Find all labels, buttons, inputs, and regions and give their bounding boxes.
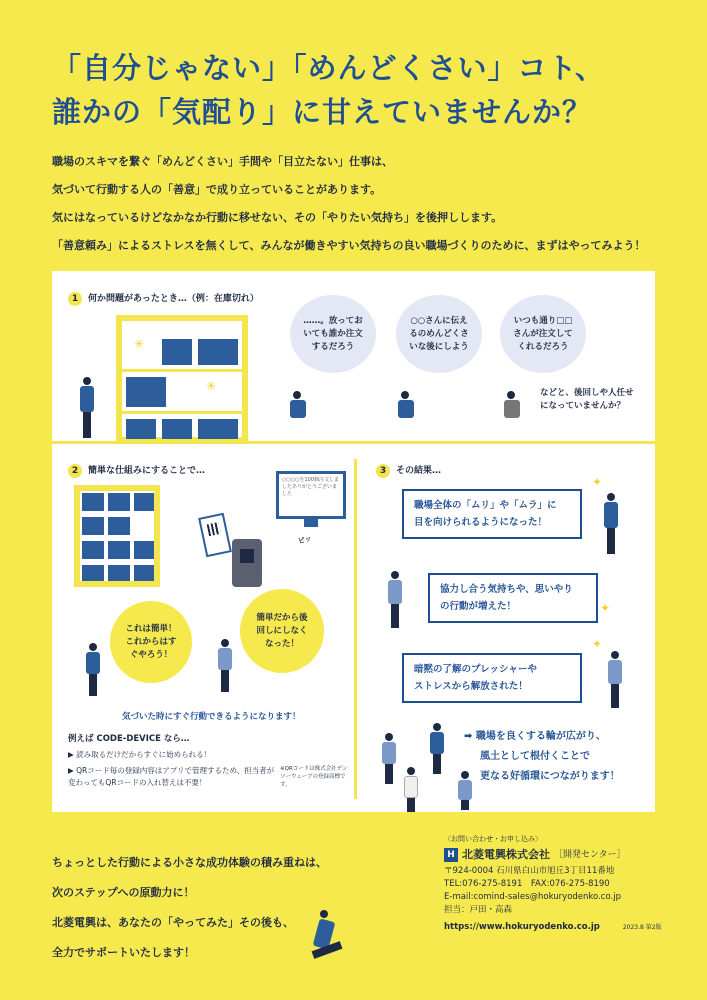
stock-box: [82, 517, 104, 535]
stock-box: [82, 493, 104, 511]
section-3-number: 3: [376, 464, 390, 478]
intro-line: 気づいて行動する人の「善意」で成り立っていることがあります。: [52, 183, 382, 196]
footer-line: 全力でサポートいたします！: [52, 946, 195, 959]
result-text: の行動が増えた！: [440, 601, 517, 612]
sparkle-icon: ✦: [600, 601, 611, 615]
result-box: [428, 573, 598, 623]
stock-box: [108, 541, 130, 559]
bullet-text: QRコード毎の登録内容はアプリで管理するため、担当者が変わってもQRコードの入れ替えは不要！: [68, 766, 275, 787]
sparkle-icon: ✦: [592, 637, 603, 651]
stock-box: [198, 419, 238, 439]
thought-text: ○○さんに伝えるのめんどくさいな後にしよう: [409, 315, 469, 352]
code-device-illustration: [232, 539, 262, 587]
section-2-title: [68, 463, 205, 478]
result-text: 職場全体の「ムリ」や「ムラ」に: [414, 500, 557, 511]
intro-line: 気にはなっているけどなかなか行動に移せない、その「やりたい気持ち」を後押しします。: [52, 211, 503, 224]
speech-bubble: [110, 601, 192, 683]
result-box: [402, 489, 582, 539]
company-logo-icon: H: [444, 848, 458, 862]
phone-fax: TEL:076-275-8191 FAX:076-275-8190: [444, 879, 610, 889]
contact-label: 〈お問い合わせ・お申し込み〉: [444, 835, 542, 843]
section-1-number: 1: [68, 292, 82, 306]
email[interactable]: E-mail:comind-sales@hokuryodenko.co.jp: [444, 892, 621, 902]
result-text: 協力し合う気持ちや、思いやり: [440, 584, 573, 595]
headline-line-2: 誰かの「気配り」に甘えていませんか？: [52, 95, 593, 129]
section-1-title: [68, 291, 259, 306]
result-text: 目を向けられるようになった！: [414, 517, 548, 528]
address: 〒924-0004 石川県白山市旭丘3丁目11番地: [444, 866, 615, 876]
footer-line: 北菱電興は、あなたの「やってみた」その後も、: [52, 916, 294, 929]
contact-person: 担当：戸田・高森: [444, 905, 513, 915]
result-box: [402, 653, 582, 703]
thought-cloud: [500, 295, 586, 373]
shelf-board: [122, 411, 242, 414]
section-2-title-text: 簡単な仕組みにすることで…: [88, 466, 206, 476]
section-1-caption: などと、後回しや人任せになっていませんか？: [540, 388, 634, 411]
thought-text: いつも通り□□さんが注文してくれるだろう: [513, 315, 573, 352]
bubble-text: これは簡単！これからはすぐやろう！: [125, 623, 177, 660]
sound-effect: ピッ: [297, 534, 313, 546]
headline: [52, 46, 672, 134]
intro-line: 「善意頼み」によるストレスを無くして、みんなが働きやすい気持ちの良い職場づくりのために、まずはやってみよう！: [52, 239, 646, 252]
conclusion-line: 更なる好循環につながります！: [480, 771, 620, 782]
content-panel: [52, 271, 655, 812]
contact-info: [444, 833, 674, 935]
footer-message: [52, 848, 327, 968]
stock-box: [108, 517, 130, 535]
trademark-note: ※QRコードは株式会社デンソーウェーブの登録商標です。: [280, 766, 348, 788]
footer-line: ちょっとした行動による小さな成功体験の積み重ねは、: [52, 856, 327, 869]
bullet-text: 読み取るだけだからすぐに始められる！: [76, 750, 212, 759]
example-title: 例えば CODE-DEVICE なら…: [68, 734, 190, 744]
monitor-text: ○○○○を100個注文しましたありがとうございました: [282, 477, 339, 497]
stock-box: [162, 339, 192, 365]
edition-label: 2023.8 第2版: [622, 924, 662, 931]
bubble-text: 簡単だから後回しにしなくなった！: [256, 612, 308, 649]
conclusion-text: [464, 727, 620, 787]
section-3-title: [376, 463, 441, 478]
company-name: [444, 845, 674, 865]
stock-box: [108, 565, 130, 581]
section-divider: [52, 441, 655, 444]
company-name-text: 北菱電興株式会社: [462, 848, 550, 861]
department: ［開発センター］: [554, 850, 626, 860]
stock-box: [82, 541, 104, 559]
section-3-title-text: その結果…: [396, 466, 442, 476]
empty-slot-icon: ✳: [134, 337, 145, 351]
stock-box: [126, 377, 166, 407]
stock-box: [162, 419, 192, 439]
conclusion-text-line: 職場を良くする輪が広がり、: [475, 731, 606, 742]
section-divider: [354, 459, 357, 799]
thought-text: ……。放っておいても誰か注文するだろう: [303, 315, 363, 352]
stock-box: [134, 493, 154, 511]
stock-box: [82, 565, 104, 581]
empty-slot-icon: ✳: [206, 379, 217, 393]
conclusion-line: 風土として根付くことで: [480, 751, 590, 762]
bullet-item: ▶ QRコード毎の登録内容はアプリで管理するため、担当者が変わってもQRコードの入れ替えは不要！: [68, 766, 275, 787]
monitor-illustration: [276, 471, 346, 519]
result-text: ストレスから解放された！: [414, 681, 528, 692]
intro-line: 職場のスキマを繋ぐ「めんどくさい」手間や「目立たない」仕事は、: [52, 155, 393, 168]
thought-cloud: [290, 295, 376, 373]
section-1-title-text: 何か問題があったとき…（例：在庫切れ）: [88, 294, 259, 304]
bullet-item: ▶ 読み取るだけだからすぐに始められる！: [68, 750, 212, 759]
website-url-row: [444, 920, 674, 935]
monitor-stand: [304, 519, 318, 527]
headline-line-1: 「自分じゃない」「めんどくさい」コト、: [52, 51, 605, 85]
result-text: 暗黙の了解のプレッシャーや: [414, 664, 537, 675]
qr-code-icon: [198, 513, 232, 558]
intro-text: [52, 148, 672, 260]
section-2-tagline: 気づいた時にすぐ行動できるようになります！: [122, 712, 301, 722]
section-2-number: 2: [68, 464, 82, 478]
stock-box: [108, 493, 130, 511]
shelf-board: [122, 369, 242, 372]
stock-box: [134, 541, 154, 559]
sparkle-icon: ✦: [592, 475, 603, 489]
stock-box: [126, 419, 156, 439]
stock-box: [198, 339, 238, 365]
thought-cloud: [396, 295, 482, 373]
speech-bubble: [240, 589, 324, 673]
website-url[interactable]: https://www.hokuryodenko.co.jp: [444, 922, 600, 932]
conclusion-line: [464, 727, 620, 747]
arrow-right-icon: ➡: [464, 731, 476, 742]
footer-line: 次のステップへの原動力に！: [52, 886, 195, 899]
stock-box: [134, 565, 154, 581]
